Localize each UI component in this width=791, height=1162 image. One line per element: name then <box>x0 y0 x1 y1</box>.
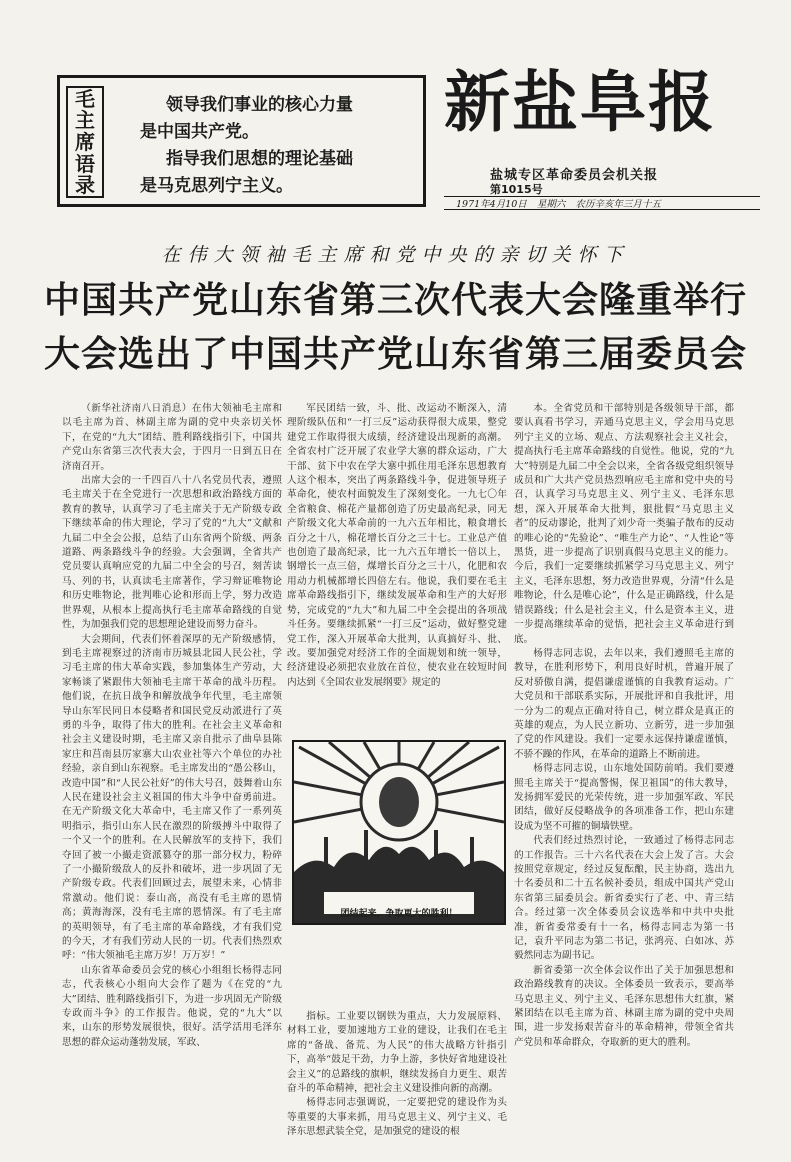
article-paragraph: 杨得志同志强调说，一定要把党的建设作为头等重要的大事来抓，用马克思主义、列宁主义、毛泽东思想武装全党，是加强党的建设的根 <box>287 1097 507 1138</box>
quote-label-char: 毛 <box>75 86 95 111</box>
article-paragraph: 出席大会的一千四百八十八名党员代表，遵照毛主席关于在全党进行一次思想和政治路线方面的教育的教导，认真学习了毛主席关于无产阶级专政下继续革命的伟大理论，学习了党的“九大”文献和九届二中全会公报，总结了山东省两个阶级、两条道路、两条路线斗争的经验。大会强调，全省共产党员要认真响应党的九届二中全会的号召，刻苦读马、列的书，认真读毛主席著作，学习辩证唯物论和历史唯物论，批判唯心论和形而上学，努力改造世界观，从根本上提高执行毛主席革命路线的自觉性，为加强我们党的思想理论建设而努力奋斗。 <box>62 475 282 631</box>
article-paragraph: 山东省革命委员会党的核心小组组长杨得志同志，代表核心小组向大会作了题为《在党的“九大”团结、胜利路线指引下，为进一步巩固无产阶级专政而斗争》的工作报告。他说，党的“九大”以来，山东的形势发展很快，很好。活学活用毛泽东思想的群众运动蓬勃发展，军政、 <box>62 964 282 1048</box>
issue-date: 1971年4月10日 <box>456 199 527 210</box>
quote-text <box>140 92 425 200</box>
article-column-2-lower <box>287 1010 507 1155</box>
article-paragraph: 新省委第一次全体会议作出了关于加强思想和政治路线教育的决议。全体委员一致表示，要高举马克思主义、列宁主义、毛泽东思想伟大红旗，紧紧团结在以毛主席为首、林副主席为副的党中央周围，进一步发扬艰苦奋斗的革命精神，带领全省共产党员和革命群众，夺取新的更大的胜利。 <box>514 964 734 1048</box>
issue-weekday: 星期六 <box>536 199 566 210</box>
quote-line: 领导我们事业的核心力量 <box>166 95 353 115</box>
quote-line: 是马克思列宁主义。 <box>140 176 293 196</box>
article-paragraph: 杨得志同志说，去年以来，我们遵照毛主席的教导，在胜利形势下，利用良好时机，普遍开展了反对骄傲自满，提倡谦虚谨慎的自我教育运动。广大党员和干部联系实际，开展批评和自我批评，用一分为二的观点正确对待自己，树立群众是真正的英雄的观点，为人民立新功、立新劳，进一步加强了党的作风建设。我们一定要永远保持谦虚谨慎，不骄不躁的作风，在革命的道路上不断前进。 <box>514 647 734 760</box>
article-paragraph: 本。全省党员和干部特别是各级领导干部，都要认真看书学习，弄通马克思主义，学会用马克思列宁主义的立场、观点、方法观察社会主义社会，提高执行毛主席革命路线的自觉性。他说，党的“九大”特别是九届二中全会以来，全省各级党组织领导成员和广大共产党员热烈响应毛主席和党中央的号召，认真学习马克思主义、列宁主义、毛泽东思想，深入开展革命大批判，狠批假“马克思主义者”的反动谬论，批判了刘少奇一类骗子散布的反动的唯心论的“先验论”、“唯生产力论”、“人性论”等黑货，进一步提高了识别真假马克思主义的能力。今后，我们一定要继续抓紧学习马克思主义、列宁主义，毛泽东思想，努力改造世界观，分清“什么是唯物论，什么是唯心论”，什么是正确路线，什么是错误路线；什么是社会主义，什么是资本主义，进一步提高继续革命的觉悟，把社会主义革命进行到底。 <box>514 403 734 645</box>
illustration-caption: 团结起来，争取更大的胜利！ <box>340 909 458 919</box>
main-headline: 中国共产党山东省第三次代表大会隆重举行 <box>43 280 747 321</box>
article-paragraph: 代表们经过热烈讨论，一致通过了杨得志同志的工作报告。三十六名代表在大会上发了言。大会按照党章规定，经过反复酝酿，民主协商，选出九十名委员和二十五名候补委员，组成中国共产党山东省第三届委员会。新省委实行了老、中、青三结合。经过第一次全体委员会议选举和中共中央批准，新省委常委有十一名，杨得志同志为第一书记，袁升平同志为第二书记，张鸿亮、白如冰、苏毅然同志为副书记。 <box>514 835 734 962</box>
quote-line: 指导我们思想的理论基础 <box>166 149 353 169</box>
quote-label <box>66 86 104 198</box>
article-column-1 <box>62 402 282 1162</box>
article-paragraph: 军民团结一致，斗、批、改运动不断深入，清理阶级队伍和“一打三反”运动获得很大成果，整党建党工作取得很大成绩，经济建设出现新的高潮。全省农村广泛开展了农业学大寨的群众运动，广大干部、贫下中农在学大寨中抓住用毛泽东思想教育人这个根本，突出了两条路线斗争，促进领导班子革命化，使农村面貌发生了深刻变化。一九七〇年全省粮食、棉花产量都创造了历史最高纪录，同无产阶级文化大革命前的一九六五年相比，粮食增长百分之十八，棉花增长百分之三十七。工业总产值也创造了最高纪录，比一九六五年增长一倍以上，钢增长一点三倍，煤增长百分之三十八，化肥和农用动力机械都增长四倍左右。他说，我们要在毛主席革命路线指引下，继续发展革命和生产的大好形势，完成党的“九大”和九届二中全会提出的各项战斗任务。要继续抓紧“一打三反”运动，做好整党建党工作，深入开展革命大批判，认真搞好斗、批、改。要加强党对经济工作的全面规划和统一领导，经济建设必须把农业放在首位，使农业在较短时间内达到《全国农业发展纲要》规定的 <box>287 403 507 688</box>
quote-label-char: 主 <box>75 108 95 133</box>
article-column-2 <box>287 402 507 732</box>
mao-quote-box <box>57 75 426 207</box>
article-paragraph: 杨得志同志说，山东地处国防前哨。我们要遵照毛主席关于“提高警惕，保卫祖国”的伟大教导，发扬拥军爱民的光荣传统，进一步加强军政、军民团结，做好反侵略战争的各项准备工作，把山东建设成为坚不可摧的铜墙铁壁。 <box>514 763 734 832</box>
illustration-svg <box>294 742 504 923</box>
quote-label-char: 录 <box>75 173 95 198</box>
quote-label-char: 语 <box>75 151 95 176</box>
portrait-icon <box>379 777 419 827</box>
quote-line: 是中国共产党。 <box>140 122 259 142</box>
newspaper-title: 新盐阜报 <box>444 64 716 141</box>
headline-kicker: 在伟大领袖毛主席和党中央的亲切关怀下 <box>161 244 630 266</box>
article-paragraph: 指标。工业要以钢铁为重点，大力发展原料、材料工业，要加速地方工业的建设，让我们在毛主席的“备战、备荒、为人民”的伟大战略方针指引下，高举“鼓足干劲，力争上游，多快好省地建设社会主义”的总路线的旗帜，继续发扬自力更生、艰苦奋斗的革命精神，把社会主义建设推向新的高潮。 <box>287 1011 507 1095</box>
quote-label-char: 席 <box>75 129 95 154</box>
second-headline: 大会选出了中国共产党山东省第三届委员会 <box>43 334 747 375</box>
propaganda-illustration <box>292 740 506 925</box>
article-paragraph: 大会期间，代表们怀着深厚的无产阶级感情，到毛主席视察过的济南市历城县北园人民公社，学习毛主席的伟大革命实践，参加集体生产劳动，大家畅谈了紧跟伟大领袖毛主席干革命的战斗历程。他们说，在抗日战争和解放战争年代里，毛主席领导山东军民同日本侵略者和国民党反动派进行了英勇的斗争，取得了伟大的胜利。在社会主义革命和社会主义建设时期，毛主席又亲自批示了曲阜县陈家庄和莒南县厉家寨大山农业社等六个单位的办社经验，亲自到山东视察。毛主席发出的“愚公移山，改造中国”和“人民公社好”的伟大号召，鼓舞着山东人民在建设社会主义祖国的伟大斗争中奋勇前进。在无产阶级文化大革命中，毛主席又作了一系列英明指示，指引山东人民在激烈的阶级搏斗中取得了一个又一个的胜利。在人民解放军的支持下，我们夺回了被一小撮走资派篡夺的那一部分权力，粉碎了一小撮阶级敌人的反扑和破坏，进一步巩固了无产阶级专政。代表们回顾过去，展望未来，心情非常激动。他们说：泰山高，高没有毛主席的恩情高；黄海海深，没有毛主席的恩情深。有了毛主席的英明领导，有了毛主席的革命路线，才有我们党的今天，才有我们劳动人民的一切。代表们热烈欢呼：“伟大领袖毛主席万岁！万万岁！” <box>62 633 282 962</box>
issue-number: 第1015号 <box>490 183 543 196</box>
newspaper-subtitle: 盐城专区革命委员会机关报 <box>490 168 659 183</box>
date-bar <box>444 196 760 210</box>
article-column-3 <box>514 402 734 1162</box>
article-paragraph: （新华社济南八日消息）在伟大领袖毛主席和以毛主席为首、林副主席为副的党中央亲切关怀下，在党的“九大”团结、胜利路线指引下，中国共产党山东省第三次代表大会，于四月一日到五日在济南召开。 <box>62 403 282 472</box>
lunar-date: 农历辛亥年三月十五 <box>575 199 661 210</box>
